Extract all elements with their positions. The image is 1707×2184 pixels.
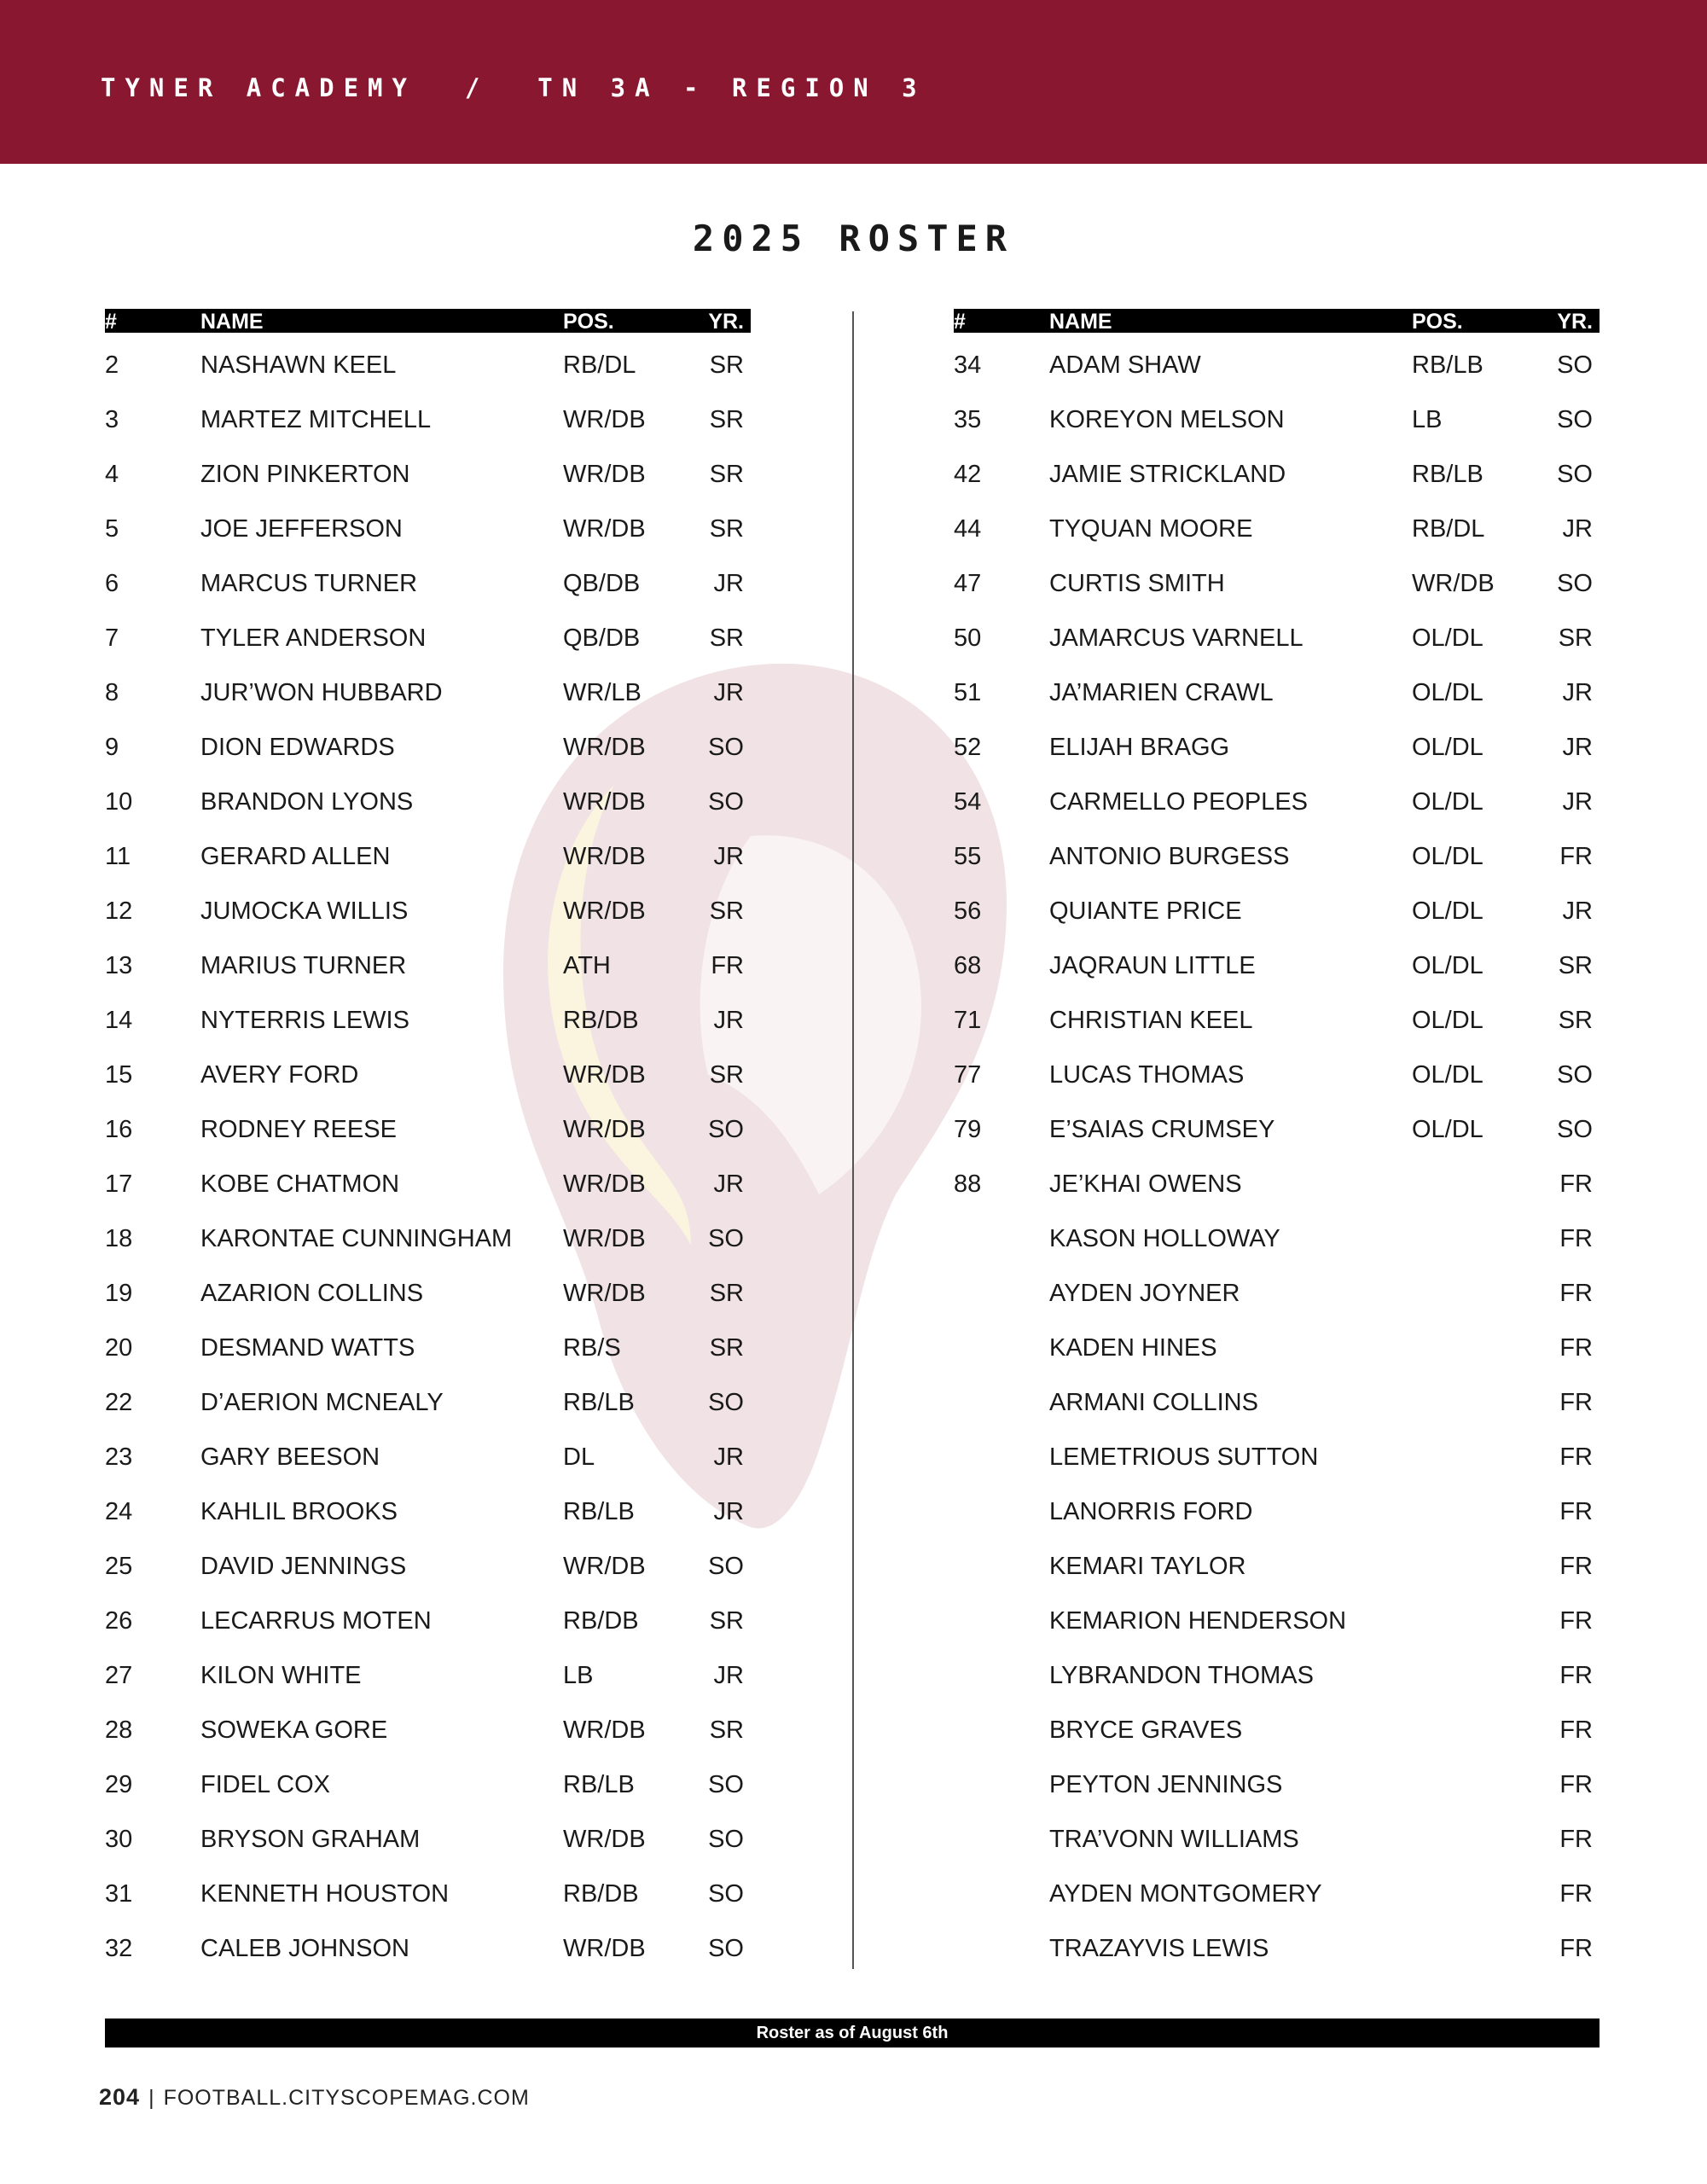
- table-row: [954, 770, 1600, 824]
- player-year: FR: [1559, 1662, 1593, 1689]
- player-year: SO: [708, 734, 744, 761]
- table-row: [954, 1097, 1600, 1152]
- player-name: CHRISTIAN KEEL: [1049, 1007, 1253, 1034]
- player-name: GERARD ALLEN: [200, 843, 391, 870]
- player-name: AYDEN MONTGOMERY: [1049, 1880, 1322, 1908]
- player-year: SO: [708, 1826, 744, 1853]
- player-name: CALEB JOHNSON: [200, 1935, 409, 1962]
- player-position: RB/DB: [563, 1607, 639, 1635]
- table-row: [105, 1152, 751, 1206]
- table-row: [105, 770, 751, 824]
- player-name: MARCUS TURNER: [200, 570, 418, 597]
- player-name: CARMELLO PEOPLES: [1049, 788, 1308, 816]
- player-name: AZARION COLLINS: [200, 1280, 424, 1307]
- player-year: FR: [1559, 1443, 1593, 1471]
- table-row: [105, 1752, 751, 1807]
- player-number: 13: [105, 952, 133, 979]
- player-name: JUR’WON HUBBARD: [200, 679, 443, 706]
- player-position: WR/DB: [563, 1280, 646, 1307]
- player-year: FR: [1559, 1225, 1593, 1252]
- player-year: JR: [1562, 734, 1593, 761]
- player-name: FIDEL COX: [200, 1771, 331, 1798]
- player-number: 50: [954, 624, 982, 652]
- player-number: 17: [105, 1170, 133, 1198]
- player-number: 26: [105, 1607, 133, 1635]
- player-position: RB/S: [563, 1334, 621, 1362]
- player-position: OL/DL: [1412, 1061, 1483, 1089]
- player-number: 54: [954, 788, 982, 816]
- player-position: WR/LB: [563, 679, 642, 706]
- player-position: WR/DB: [563, 406, 646, 433]
- player-name: LECARRUS MOTEN: [200, 1607, 432, 1635]
- roster-left-column: [105, 309, 751, 1971]
- player-name: SOWEKA GORE: [200, 1716, 388, 1744]
- table-row: [954, 333, 1600, 387]
- table-row: [954, 551, 1600, 606]
- player-name: DAVID JENNINGS: [200, 1553, 407, 1580]
- header-number: #: [954, 310, 966, 334]
- player-number: 22: [105, 1389, 133, 1416]
- player-name: CURTIS SMITH: [1049, 570, 1225, 597]
- player-position: RB/LB: [1412, 461, 1483, 488]
- player-position: RB/LB: [563, 1771, 635, 1798]
- table-row: [105, 1479, 751, 1534]
- table-row: [105, 1316, 751, 1370]
- player-year: SR: [709, 624, 744, 652]
- player-year: JR: [713, 1443, 744, 1471]
- player-year: FR: [1559, 1826, 1593, 1853]
- player-number: 12: [105, 897, 133, 925]
- table-row: [105, 1643, 751, 1698]
- player-name: LUCAS THOMAS: [1049, 1061, 1245, 1089]
- table-row: [954, 1370, 1600, 1425]
- player-name: TRA’VONN WILLIAMS: [1049, 1826, 1299, 1853]
- player-year: JR: [713, 843, 744, 870]
- player-number: 44: [954, 515, 982, 543]
- table-row: [105, 387, 751, 442]
- table-row: [954, 1206, 1600, 1261]
- player-year: SR: [709, 351, 744, 379]
- player-position: WR/DB: [563, 1116, 646, 1143]
- header-name: NAME: [200, 310, 264, 334]
- site-url: FOOTBALL.CITYSCOPEMAG.COM: [163, 2086, 530, 2110]
- table-row: [954, 715, 1600, 770]
- player-position: DL: [563, 1443, 595, 1471]
- header-position: POS.: [1412, 310, 1463, 334]
- player-year: FR: [1559, 1389, 1593, 1416]
- player-year: JR: [713, 1662, 744, 1689]
- player-name: AYDEN JOYNER: [1049, 1280, 1240, 1307]
- player-number: 77: [954, 1061, 982, 1089]
- table-row: [954, 1425, 1600, 1479]
- player-position: LB: [563, 1662, 594, 1689]
- player-number: 25: [105, 1553, 133, 1580]
- player-year: SO: [708, 1880, 744, 1908]
- player-number: 68: [954, 952, 982, 979]
- page-footer: [99, 2084, 530, 2111]
- page-number: 204: [99, 2084, 141, 2110]
- player-year: FR: [1559, 1880, 1593, 1908]
- player-name: JOE JEFFERSON: [200, 515, 403, 543]
- player-year: JR: [713, 570, 744, 597]
- table-row: [105, 715, 751, 770]
- table-row: [954, 1261, 1600, 1316]
- player-name: JA’MARIEN CRAWL: [1049, 679, 1274, 706]
- player-name: AVERY FORD: [200, 1061, 359, 1089]
- table-row: [954, 1862, 1600, 1916]
- player-name: JAMIE STRICKLAND: [1049, 461, 1286, 488]
- player-position: WR/DB: [563, 1170, 646, 1198]
- player-year: JR: [713, 1170, 744, 1198]
- player-year: SR: [1558, 624, 1593, 652]
- header-band: [0, 0, 1707, 164]
- player-number: 9: [105, 734, 119, 761]
- table-row: [105, 879, 751, 933]
- player-year: SR: [1558, 952, 1593, 979]
- player-number: 24: [105, 1498, 133, 1525]
- table-row: [105, 1097, 751, 1152]
- player-year: SO: [708, 1389, 744, 1416]
- player-year: SO: [1557, 351, 1593, 379]
- player-year: SR: [709, 897, 744, 925]
- player-number: 8: [105, 679, 119, 706]
- player-name: LANORRIS FORD: [1049, 1498, 1253, 1525]
- player-position: WR/DB: [563, 515, 646, 543]
- player-position: OL/DL: [1412, 897, 1483, 925]
- table-row: [954, 1043, 1600, 1097]
- table-row: [954, 660, 1600, 715]
- player-name: GARY BEESON: [200, 1443, 380, 1471]
- player-number: 16: [105, 1116, 133, 1143]
- player-name: KADEN HINES: [1049, 1334, 1217, 1362]
- player-number: 5: [105, 515, 119, 543]
- roster-rows-right: [954, 333, 1600, 1971]
- player-number: 42: [954, 461, 982, 488]
- table-row: [954, 1643, 1600, 1698]
- player-position: QB/DB: [563, 624, 641, 652]
- table-header: [954, 309, 1600, 333]
- player-position: WR/DB: [1412, 570, 1495, 597]
- page-title: 2025 ROSTER: [692, 218, 1015, 259]
- player-year: SO: [708, 1225, 744, 1252]
- player-year: FR: [1559, 1935, 1593, 1962]
- player-year: JR: [1562, 897, 1593, 925]
- table-row: [954, 824, 1600, 879]
- player-name: JAMARCUS VARNELL: [1049, 624, 1303, 652]
- table-row: [954, 497, 1600, 551]
- roster-rows-left: [105, 333, 751, 1971]
- table-row: [105, 933, 751, 988]
- player-position: WR/DB: [563, 1716, 646, 1744]
- table-row: [954, 606, 1600, 660]
- player-number: 32: [105, 1935, 133, 1962]
- player-name: PEYTON JENNINGS: [1049, 1771, 1283, 1798]
- player-name: TYLER ANDERSON: [200, 624, 427, 652]
- player-year: JR: [713, 1498, 744, 1525]
- player-name: ZION PINKERTON: [200, 461, 410, 488]
- table-row: [105, 551, 751, 606]
- player-year: SO: [708, 1771, 744, 1798]
- table-row: [954, 879, 1600, 933]
- player-number: 14: [105, 1007, 133, 1034]
- table-row: [105, 988, 751, 1043]
- table-row: [954, 1152, 1600, 1206]
- table-row: [105, 1916, 751, 1971]
- table-row: [105, 824, 751, 879]
- player-number: 79: [954, 1116, 982, 1143]
- player-name: DESMAND WATTS: [200, 1334, 415, 1362]
- player-year: JR: [1562, 788, 1593, 816]
- table-row: [105, 1425, 751, 1479]
- header-name: NAME: [1049, 310, 1112, 334]
- player-position: OL/DL: [1412, 734, 1483, 761]
- header-number: #: [105, 310, 117, 334]
- player-position: OL/DL: [1412, 843, 1483, 870]
- footer-separator: |: [148, 2086, 155, 2110]
- player-position: RB/DL: [1412, 515, 1485, 543]
- player-number: 15: [105, 1061, 133, 1089]
- player-name: LEMETRIOUS SUTTON: [1049, 1443, 1319, 1471]
- player-position: WR/DB: [563, 1935, 646, 1962]
- player-name: KEMARION HENDERSON: [1049, 1607, 1347, 1635]
- player-name: KEMARI TAYLOR: [1049, 1553, 1246, 1580]
- player-number: 6: [105, 570, 119, 597]
- table-row: [954, 442, 1600, 497]
- player-name: KOBE CHATMON: [200, 1170, 400, 1198]
- player-number: 28: [105, 1716, 133, 1744]
- player-position: OL/DL: [1412, 624, 1483, 652]
- player-year: FR: [1559, 1170, 1593, 1198]
- table-row: [105, 497, 751, 551]
- player-number: 23: [105, 1443, 133, 1471]
- player-name: ELIJAH BRAGG: [1049, 734, 1230, 761]
- school-region-label: TYNER ACADEMY / TN 3A - REGION 3: [101, 73, 926, 102]
- player-year: FR: [1559, 1280, 1593, 1307]
- player-year: JR: [713, 679, 744, 706]
- table-row: [105, 1589, 751, 1643]
- table-row: [954, 1534, 1600, 1589]
- player-year: FR: [1559, 843, 1593, 870]
- player-number: 20: [105, 1334, 133, 1362]
- player-name: RODNEY REESE: [200, 1116, 397, 1143]
- player-position: WR/DB: [563, 1553, 646, 1580]
- player-name: KENNETH HOUSTON: [200, 1880, 450, 1908]
- player-position: RB/LB: [563, 1389, 635, 1416]
- player-position: WR/DB: [563, 1061, 646, 1089]
- player-year: SR: [709, 1607, 744, 1635]
- player-year: SO: [708, 1116, 744, 1143]
- player-number: 56: [954, 897, 982, 925]
- player-name: ARMANI COLLINS: [1049, 1389, 1258, 1416]
- player-number: 47: [954, 570, 982, 597]
- table-header: [105, 309, 751, 333]
- player-name: LYBRANDON THOMAS: [1049, 1662, 1314, 1689]
- player-position: WR/DB: [563, 788, 646, 816]
- player-year: SO: [708, 788, 744, 816]
- header-year: YR.: [708, 310, 744, 334]
- header-position: POS.: [563, 310, 614, 334]
- player-name: MARTEZ MITCHELL: [200, 406, 432, 433]
- table-row: [954, 1698, 1600, 1752]
- roster-right-column: [954, 309, 1600, 1971]
- player-number: 52: [954, 734, 982, 761]
- table-row: [105, 660, 751, 715]
- table-row: [954, 1752, 1600, 1807]
- player-year: SR: [709, 515, 744, 543]
- player-position: ATH: [563, 952, 611, 979]
- table-row: [105, 1807, 751, 1862]
- player-number: 19: [105, 1280, 133, 1307]
- player-number: 55: [954, 843, 982, 870]
- player-name: D’AERION MCNEALY: [200, 1389, 444, 1416]
- player-year: JR: [713, 1007, 744, 1034]
- player-position: LB: [1412, 406, 1443, 433]
- player-year: SR: [709, 1280, 744, 1307]
- player-number: 10: [105, 788, 133, 816]
- player-year: SO: [1557, 1116, 1593, 1143]
- player-number: 88: [954, 1170, 982, 1198]
- player-number: 7: [105, 624, 119, 652]
- player-name: TRAZAYVIS LEWIS: [1049, 1935, 1269, 1962]
- player-position: RB/LB: [563, 1498, 635, 1525]
- player-position: QB/DB: [563, 570, 641, 597]
- player-number: 29: [105, 1771, 133, 1798]
- player-year: SR: [709, 461, 744, 488]
- player-name: MARIUS TURNER: [200, 952, 407, 979]
- player-year: FR: [1559, 1771, 1593, 1798]
- player-name: E’SAIAS CRUMSEY: [1049, 1116, 1275, 1143]
- table-row: [105, 1862, 751, 1916]
- player-year: FR: [1559, 1607, 1593, 1635]
- player-number: 11: [105, 843, 131, 870]
- table-row: [105, 442, 751, 497]
- player-year: SR: [709, 1716, 744, 1744]
- player-name: ADAM SHAW: [1049, 351, 1201, 379]
- table-row: [954, 1916, 1600, 1971]
- table-row: [954, 988, 1600, 1043]
- player-name: ANTONIO BURGESS: [1049, 843, 1290, 870]
- player-name: KASON HOLLOWAY: [1049, 1225, 1280, 1252]
- player-name: BRYCE GRAVES: [1049, 1716, 1243, 1744]
- player-name: JUMOCKA WILLIS: [200, 897, 409, 925]
- table-row: [954, 1479, 1600, 1534]
- player-number: 35: [954, 406, 982, 433]
- player-name: KOREYON MELSON: [1049, 406, 1285, 433]
- player-year: SO: [1557, 406, 1593, 433]
- table-row: [105, 606, 751, 660]
- player-position: RB/DB: [563, 1007, 639, 1034]
- player-position: RB/LB: [1412, 351, 1483, 379]
- player-number: 71: [954, 1007, 982, 1034]
- player-position: WR/DB: [563, 1225, 646, 1252]
- player-name: NASHAWN KEEL: [200, 351, 397, 379]
- player-name: BRYSON GRAHAM: [200, 1826, 421, 1853]
- player-name: KAHLIL BROOKS: [200, 1498, 398, 1525]
- player-position: RB/DB: [563, 1880, 639, 1908]
- table-row: [954, 1589, 1600, 1643]
- player-name: TYQUAN MOORE: [1049, 515, 1253, 543]
- player-year: JR: [1562, 515, 1593, 543]
- player-year: SR: [709, 1061, 744, 1089]
- player-number: 3: [105, 406, 119, 433]
- player-year: SO: [1557, 461, 1593, 488]
- player-position: WR/DB: [563, 1826, 646, 1853]
- player-position: OL/DL: [1412, 1007, 1483, 1034]
- table-row: [954, 387, 1600, 442]
- player-position: OL/DL: [1412, 679, 1483, 706]
- table-row: [105, 1261, 751, 1316]
- player-position: OL/DL: [1412, 788, 1483, 816]
- player-position: WR/DB: [563, 734, 646, 761]
- player-number: 2: [105, 351, 119, 379]
- player-position: OL/DL: [1412, 1116, 1483, 1143]
- player-year: FR: [1559, 1334, 1593, 1362]
- player-number: 51: [954, 679, 982, 706]
- player-number: 18: [105, 1225, 133, 1252]
- player-position: RB/DL: [563, 351, 636, 379]
- player-year: SO: [708, 1935, 744, 1962]
- player-name: KARONTAE CUNNINGHAM: [200, 1225, 513, 1252]
- player-year: FR: [1559, 1553, 1593, 1580]
- table-row: [954, 1807, 1600, 1862]
- roster-date-note: Roster as of August 6th: [105, 2018, 1600, 2048]
- player-name: KILON WHITE: [200, 1662, 362, 1689]
- player-year: SO: [1557, 1061, 1593, 1089]
- header-year: YR.: [1557, 310, 1593, 334]
- player-year: SR: [709, 1334, 744, 1362]
- player-year: FR: [1559, 1716, 1593, 1744]
- player-name: NYTERRIS LEWIS: [200, 1007, 409, 1034]
- table-row: [105, 1043, 751, 1097]
- table-row: [105, 1534, 751, 1589]
- table-row: [105, 1698, 751, 1752]
- player-number: 31: [105, 1880, 133, 1908]
- player-year: FR: [711, 952, 744, 979]
- player-year: SR: [1558, 1007, 1593, 1034]
- player-number: 34: [954, 351, 982, 379]
- player-name: JAQRAUN LITTLE: [1049, 952, 1256, 979]
- player-position: WR/DB: [563, 461, 646, 488]
- player-year: SO: [1557, 570, 1593, 597]
- player-name: JE’KHAI OWENS: [1049, 1170, 1242, 1198]
- player-name: BRANDON LYONS: [200, 788, 414, 816]
- player-number: 4: [105, 461, 119, 488]
- player-year: SO: [708, 1553, 744, 1580]
- player-position: WR/DB: [563, 843, 646, 870]
- player-year: SR: [709, 406, 744, 433]
- column-divider: [852, 311, 854, 1969]
- table-row: [954, 1316, 1600, 1370]
- player-name: QUIANTE PRICE: [1049, 897, 1242, 925]
- player-year: FR: [1559, 1498, 1593, 1525]
- table-row: [105, 1206, 751, 1261]
- player-position: OL/DL: [1412, 952, 1483, 979]
- player-position: WR/DB: [563, 897, 646, 925]
- table-row: [954, 933, 1600, 988]
- player-name: DION EDWARDS: [200, 734, 395, 761]
- player-number: 30: [105, 1826, 133, 1853]
- player-number: 27: [105, 1662, 133, 1689]
- player-year: JR: [1562, 679, 1593, 706]
- table-row: [105, 1370, 751, 1425]
- table-row: [105, 333, 751, 387]
